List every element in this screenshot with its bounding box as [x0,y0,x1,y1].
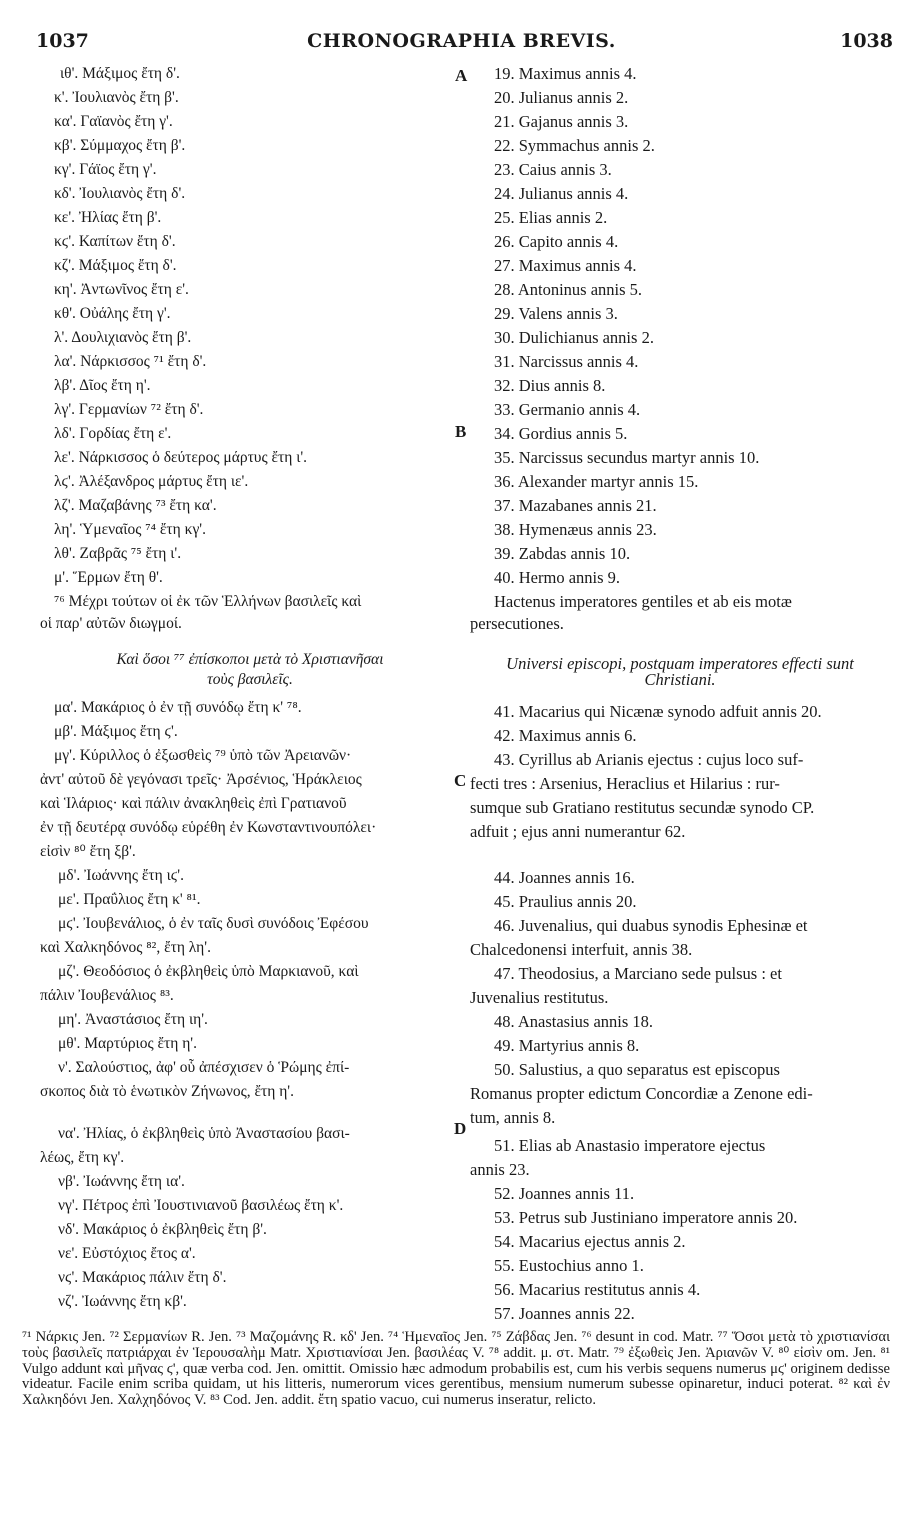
latin-line: 49. Martyrius annis 8. [494,1036,640,1055]
page-number-left: 1037 [36,30,89,52]
greek-line: μδ'. Ἰωάννης ἔτη ιϛ'. [58,867,184,884]
greek-line: λε'. Νάρκισσος ὁ δεύτερος μάρτυς ἔτη ι'. [54,449,308,466]
latin-line: 40. Hermo annis 9. [494,568,621,587]
latin-line: 22. Symmachus annis 2. [494,136,655,155]
greek-line: κθ'. Οὐάλης ἔτη γ'. [54,305,171,322]
running-title: CHRONOGRAPHIA BREVIS. [307,30,616,52]
latin-section-heading: Universi episcopi, postquam imperatores effecti sunt [506,654,854,673]
greek-section-heading: τοὺς βασιλεῖς. [207,671,293,688]
greek-line: κϛ'. Καπίτων ἔτη δ'. [54,233,176,250]
latin-line: tum, annis 8. [470,1108,556,1127]
greek-line: λέως, ἔτη κγ'. [40,1149,125,1166]
greek-line: κδ'. Ἰουλιανὸς ἔτη δ'. [54,185,186,202]
greek-line: μ'. Ἕρμων ἔτη θ'. [54,569,163,586]
latin-line: 34. Gordius annis 5. [494,424,628,443]
greek-line: καὶ Χαλκηδόνος ⁸², ἔτη λη'. [40,939,211,956]
latin-line: Hactenus imperatores gentiles et ab eis motæ [494,592,792,611]
latin-line: 31. Narcissus annis 4. [494,352,639,371]
latin-line: 24. Julianus annis 4. [494,184,629,203]
latin-line: 23. Caius annis 3. [494,160,612,179]
greek-line: λζ'. Μαζαβάνης ⁷³ ἔτη κα'. [54,497,217,514]
latin-line: 45. Praulius annis 20. [494,892,637,911]
greek-line: νϛ'. Μακάριος πάλιν ἔτη δ'. [58,1269,227,1286]
margin-marker-b: B [455,422,467,441]
latin-line: 57. Joannes annis 22. [494,1304,635,1323]
greek-line: λδ'. Γορδίας ἔτη ε'. [54,425,172,442]
latin-line: 48. Anastasius annis 18. [494,1012,654,1031]
greek-line: ἐν τῇ δευτέρᾳ συνόδῳ εὑρέθη ἐν Κωνσταντινουπόλει· [40,819,377,836]
latin-line: 38. Hymenæus annis 23. [494,520,657,539]
greek-line: νε'. Εὐστόχιος ἔτος α'. [58,1245,196,1262]
greek-line: κε'. Ἠλίας ἔτη β'. [54,209,162,226]
latin-section-heading: Christiani. [644,670,716,689]
greek-section-heading: Καὶ ὅσοι ⁷⁷ ἐπίσκοποι μετὰ τὸ Χριστιανῆσαι [116,651,384,668]
greek-line: λϛ'. Ἀλέξανδρος μάρτυς ἔτη ιε'. [54,473,249,490]
page-number-right: 1038 [840,30,893,52]
latin-line: 29. Valens annis 3. [494,304,618,323]
greek-line: νγ'. Πέτρος ἐπὶ Ἰουστινιανοῦ βασιλέως ἔτη κ'. [58,1197,344,1214]
greek-line: ⁷⁶ Μέχρι τούτων οἱ ἐκ τῶν Ἑλλήνων βασιλεῖς καὶ [54,593,362,610]
greek-line: να'. Ἠλίας, ὁ ἐκβληθεὶς ὑπὸ Ἀναστασίου βασι- [58,1125,350,1142]
latin-line: persecutiones. [470,614,564,633]
latin-line: 47. Theodosius, a Marciano sede pulsus : et [494,964,782,983]
footnotes: ⁷¹ Νάρκις Jen. ⁷² Σερμανίων R. Jen. ⁷³ Μαζομάνης R. κδ' Jen. ⁷⁴ Ἡμεναῖος Jen. ⁷⁵ Ζάβδας Jen. ⁷⁶ desunt in cod. Matr. ⁷⁷ Ὅσοι μετὰ τὸ χριστιανίσαι τοὺς βασιλεῖς πατριάρχαι ἐν Ἱερουσαλὴμ Matr. Χριστιανίσαι Jen. βασιλέας V. ⁷⁸ addit. μ. στ. Matr. ⁷⁹ ἐξωθεὶς Jen. Ἀριανῶν V. ⁸⁰ εἰσὶν om. Jen. ⁸¹ Vulgo addunt καὶ μῆνας ϛ', quæ verba cod. Jen. omittit. Omissio hæc admodum probabilis est, cum his verbis sequens numerus μϛ' originem dedisse videatur. Facile enim scriba quidam, ut his litteris, numerorum vices gerentibus, mensium numerum subesse opinaretur, induci poterat. ⁸² καὶ ἐν Χαλκηδόνι Jen. Χαλχηδόνος V. ⁸³ Cod. Jen. addit. ἔτη spatio vacuo, cui numerus inseratur, relicto. [22,1329,890,1409]
greek-line: εἰσὶν ⁸⁰ ἔτη ξβ'. [40,843,136,860]
latin-line: 43. Cyrillus ab Arianis ejectus : cujus loco suf- [494,750,804,769]
latin-line: 41. Macarius qui Nicænæ synodo adfuit annis 20. [494,702,822,721]
greek-line: λθ'. Ζαβρᾶς ⁷⁵ ἔτη ι'. [54,545,182,562]
latin-line: 33. Germanio annis 4. [494,400,641,419]
latin-line: 30. Dulichianus annis 2. [494,328,654,347]
latin-line: Juvenalius restitutus. [470,988,609,1007]
greek-line: μϛ'. Ἰουβενάλιος, ὁ ἐν ταῖς δυσὶ συνόδοις Ἐφέσου [58,915,369,932]
margin-marker-a: A [455,66,468,85]
greek-line: με'. Πραΰλιος ἔτη κ' ⁸¹. [58,891,201,908]
latin-line: sumque sub Gratiano restitutus secundæ synodo CP. [470,798,815,817]
latin-line: 50. Salustius, a quo separatus est episcopus [494,1060,780,1079]
greek-line: νζ'. Ἰωάννης ἔτη κβ'. [58,1293,187,1310]
latin-line: fecti tres : Arsenius, Heraclius et Hilarius : rur- [470,774,780,793]
greek-line: ν'. Σαλούστιος, ἀφ' οὗ ἀπέσχισεν ὁ Ῥώμης ἐπί- [58,1059,350,1076]
latin-line: 28. Antoninus annis 5. [494,280,643,299]
latin-line: 25. Elias annis 2. [494,208,608,227]
latin-line: 54. Macarius ejectus annis 2. [494,1232,686,1251]
greek-line: λα'. Νάρκισσος ⁷¹ ἔτη δ'. [54,353,207,370]
latin-line: 46. Juvenalius, qui duabus synodis Ephesinæ et [494,916,808,935]
greek-line: μβ'. Μάξιμος ἔτη ϛ'. [54,723,178,740]
greek-line: μθ'. Μαρτύριος ἔτη η'. [58,1035,197,1052]
latin-line: 42. Maximus annis 6. [494,726,637,745]
greek-line: κ'. Ἰουλιανὸς ἔτη β'. [54,89,179,106]
latin-line: 26. Capito annis 4. [494,232,619,251]
greek-line: μη'. Ἀναστάσιος ἔτη ιη'. [58,1011,208,1028]
latin-line: Chalcedonensi interfuit, annis 38. [470,940,693,959]
latin-line: 44. Joannes annis 16. [494,868,635,887]
greek-line: νδ'. Μακάριος ὁ ἐκβληθεὶς ἔτη β'. [58,1221,267,1238]
greek-line: λγ'. Γερμανίων ⁷² ἔτη δ'. [54,401,204,418]
greek-line: καὶ Ἱλάριος· καὶ πάλιν ἀνακληθεὶς ἐπὶ Γρατιανοῦ [40,795,347,812]
greek-line: οἱ παρ' αὐτῶν διωγμοί. [40,615,182,632]
latin-line: 20. Julianus annis 2. [494,88,629,107]
latin-line: 32. Dius annis 8. [494,376,606,395]
greek-line: νβ'. Ἰωάννης ἔτη ια'. [58,1173,185,1190]
greek-line: πάλιν Ἰουβενάλιος ⁸³. [40,987,174,1004]
latin-line: 36. Alexander martyr annis 15. [494,472,699,491]
latin-line: 39. Zabdas annis 10. [494,544,631,563]
greek-line: κα'. Γαϊανὸς ἔτη γ'. [54,113,173,130]
greek-line: μζ'. Θεοδόσιος ὁ ἐκβληθεὶς ὑπὸ Μαρκιανοῦ, καὶ [58,963,359,980]
latin-line: 56. Macarius restitutus annis 4. [494,1280,701,1299]
greek-line: κη'. Ἀντωνῖνος ἔτη ε'. [54,281,189,298]
greek-line: κβ'. Σύμμαχος ἔτη β'. [54,137,186,154]
greek-line: λη'. Ὑμεναῖος ⁷⁴ ἔτη κγ'. [54,521,206,538]
greek-line: κγ'. Γάϊος ἔτη γ'. [54,161,157,178]
latin-line: 35. Narcissus secundus martyr annis 10. [494,448,760,467]
greek-line: ιθ'. Μάξιμος ἔτη δ'. [60,65,180,82]
greek-line: ἀντ' αὐτοῦ δὲ γεγόνασι τρεῖς· Ἀρσένιος, Ἡράκλειος [40,771,362,788]
latin-line: 37. Mazabanes annis 21. [494,496,657,515]
latin-line: 21. Gajanus annis 3. [494,112,629,131]
latin-line: 19. Maximus annis 4. [494,64,637,83]
margin-marker-c: C [454,771,467,790]
margin-marker-d: D [454,1119,467,1138]
latin-line: 55. Eustochius anno 1. [494,1256,644,1275]
latin-line: adfuit ; ejus anni numerantur 62. [470,822,686,841]
greek-line: μγ'. Κύριλλος ὁ ἐξωσθεὶς ⁷⁹ ὑπὸ τῶν Ἀρειανῶν· [54,747,352,764]
latin-line: 27. Maximus annis 4. [494,256,637,275]
greek-line: σκοπος διὰ τὸ ἑνωτικὸν Ζήνωνος, ἔτη η'. [40,1083,294,1100]
latin-line: 51. Elias ab Anastasio imperatore ejectus [494,1136,766,1155]
greek-line: λβ'. Δῖος ἔτη η'. [54,377,151,394]
latin-line: 53. Petrus sub Justiniano imperatore annis 20. [494,1208,798,1227]
latin-line: 52. Joannes annis 11. [494,1184,635,1203]
greek-line: μα'. Μακάριος ὁ ἐν τῇ συνόδῳ ἔτη κ' ⁷⁸. [54,699,302,716]
greek-line: κζ'. Μάξιμος ἔτη δ'. [54,257,177,274]
greek-line: λ'. Δουλιχιανὸς ἔτη β'. [54,329,192,346]
latin-line: Romanus propter edictum Concordiæ a Zenone edi- [470,1084,813,1103]
latin-line: annis 23. [470,1160,530,1179]
